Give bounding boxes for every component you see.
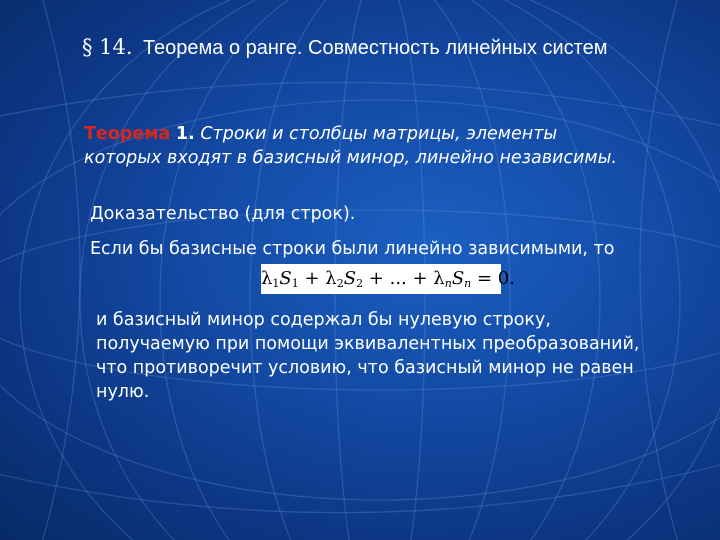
- slide-title: [82, 34, 702, 61]
- proof-condition-line: Если бы базисные строки были линейно зависимыми, то: [90, 239, 615, 259]
- theorem-text-2: которых входят в базисный минор, линейно независимы.: [84, 148, 617, 168]
- theorem-statement: [84, 122, 704, 170]
- theorem-number: 1.: [175, 124, 195, 144]
- proof-paragraph: [96, 308, 716, 404]
- paragraph-line: что противоречит условию, что базисный минор не равен: [96, 358, 634, 378]
- paragraph-line: и базисный минор содержал бы нулевую строку,: [96, 310, 551, 330]
- lambda-2: λ: [325, 268, 337, 289]
- section-number: § 14.: [82, 35, 133, 59]
- theorem-label: Теорема: [84, 124, 171, 144]
- paragraph-line: получаемую при помощи эквивалентных преобразований,: [96, 334, 640, 354]
- theorem-line-1: [84, 122, 704, 146]
- title-text: Теорема о ранге. Совместность линейных систем: [142, 37, 608, 59]
- linear-combination-formula: $\lambda_1S_1 + \lambda_2S_2$ + ... + $\lambda_nS_n = 0$.: [261, 264, 501, 294]
- lambda-1: λ: [261, 268, 273, 289]
- paragraph-line: нулю.: [96, 382, 150, 402]
- proof-heading: Доказательство (для строк).: [90, 204, 356, 224]
- lambda-n: λ: [433, 268, 445, 289]
- theorem-text-1: Строки и столбцы матрицы, элементы: [200, 124, 558, 144]
